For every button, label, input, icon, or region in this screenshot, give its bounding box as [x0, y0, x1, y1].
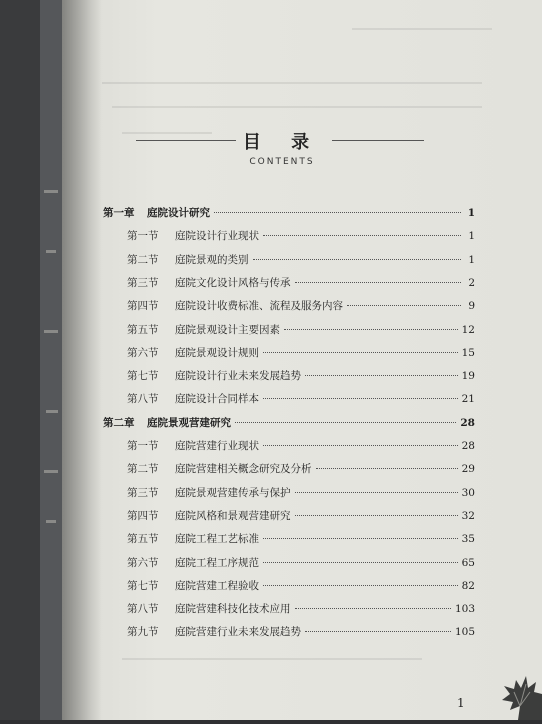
dot-leader — [263, 445, 458, 446]
toc-number: 第三节 — [127, 276, 159, 289]
toc-section-row — [127, 531, 475, 547]
show-through-text — [122, 658, 422, 660]
adjacent-page-edge — [0, 0, 62, 720]
toc-page-number: 1 — [468, 230, 475, 243]
toc-title: 庭院文化设计风格与传承 — [175, 276, 291, 289]
toc-title: 庭院设计合同样本 — [175, 393, 259, 406]
toc-chapter-row — [103, 415, 475, 431]
toc-section-row — [127, 252, 475, 268]
toc-page-number: 32 — [461, 509, 475, 522]
toc-number: 第四节 — [127, 509, 159, 522]
toc-page-number: 1 — [467, 207, 475, 219]
toc-page-number: 28 — [461, 440, 475, 452]
page-number: 1 — [457, 696, 465, 710]
toc-number: 第一章 — [103, 207, 135, 219]
show-through-text — [112, 106, 482, 108]
toc-section-row — [127, 438, 475, 454]
toc-title: 庭院设计研究 — [147, 207, 210, 219]
toc-section-row — [127, 461, 475, 477]
page-subtitle: CONTENTS — [249, 157, 315, 167]
dot-leader — [305, 375, 458, 376]
toc-title: 庭院景观营建研究 — [147, 416, 231, 429]
toc-page-number: 12 — [461, 323, 475, 336]
gutter-shadow — [62, 0, 102, 720]
show-through-text — [102, 82, 482, 84]
toc-section-row — [127, 555, 475, 571]
dot-leader — [263, 585, 458, 586]
toc-number: 第五节 — [127, 533, 159, 546]
toc-page-number: 103 — [454, 603, 475, 616]
toc-section-row — [127, 578, 475, 594]
toc-page-number: 35 — [461, 533, 475, 546]
toc-number: 第九节 — [127, 626, 159, 639]
toc-number: 第五节 — [127, 323, 159, 336]
toc-title: 庭院风格和景观营建研究 — [175, 509, 291, 522]
toc-number: 第七节 — [127, 579, 159, 592]
toc-title: 庭院景观的类别 — [175, 253, 249, 266]
contents-page — [62, 0, 542, 720]
dot-leader — [284, 329, 458, 330]
toc-title: 庭院景观设计规则 — [175, 346, 259, 359]
toc-page-number: 65 — [461, 556, 475, 569]
heading-rule-right — [332, 140, 424, 141]
toc-section-row — [127, 345, 475, 361]
toc-number: 第七节 — [127, 370, 159, 383]
toc-title: 庭院景观营建传承与保护 — [175, 486, 291, 499]
maple-leaf-icon — [480, 662, 542, 720]
dot-leader — [305, 631, 451, 632]
toc-page-number: 82 — [461, 579, 475, 592]
dot-leader — [263, 235, 461, 236]
toc-number: 第二节 — [127, 463, 159, 476]
toc-title: 庭院景观设计主要因素 — [175, 323, 280, 336]
toc-title: 庭院营建工程验收 — [175, 579, 259, 592]
dot-leader — [295, 515, 458, 516]
toc-number: 第一节 — [127, 230, 159, 243]
dot-leader — [347, 305, 461, 306]
toc-page-number: 29 — [461, 463, 475, 476]
toc-number: 第四节 — [127, 300, 159, 313]
toc-title: 庭院营建相关概念研究及分析 — [175, 463, 312, 476]
dot-leader — [295, 492, 458, 493]
toc-section-row — [127, 298, 475, 314]
toc-chapter-row — [103, 205, 475, 221]
toc-section-row — [127, 275, 475, 291]
toc-section-row — [127, 228, 475, 244]
toc-section-row — [127, 508, 475, 524]
toc-number: 第六节 — [127, 556, 159, 569]
toc-number: 第六节 — [127, 346, 159, 359]
toc-section-row — [127, 624, 475, 640]
dot-leader — [214, 212, 461, 213]
toc-page-number: 2 — [468, 276, 475, 289]
contents-heading — [62, 128, 542, 158]
toc-page-number: 105 — [454, 626, 475, 639]
dot-leader — [263, 398, 458, 399]
toc-number: 第八节 — [127, 393, 159, 406]
toc-page-number: 19 — [461, 370, 475, 383]
dot-leader — [295, 608, 451, 609]
toc-number: 第二章 — [103, 416, 135, 429]
dot-leader — [235, 422, 456, 423]
toc-title: 庭院营建行业现状 — [175, 440, 259, 452]
toc-title: 庭院设计收费标准、流程及服务内容 — [175, 300, 343, 313]
page-title: 目 录 — [242, 132, 322, 153]
toc-number: 第八节 — [127, 603, 159, 616]
toc-page-number: 1 — [468, 253, 475, 266]
show-through-text — [352, 28, 492, 30]
toc-page-number: 21 — [461, 393, 475, 406]
toc-page-number: 30 — [461, 486, 475, 499]
dot-leader — [295, 282, 462, 283]
toc-section-row — [127, 368, 475, 384]
toc-title: 庭院营建科技化技术应用 — [175, 603, 291, 616]
toc-number: 第三节 — [127, 486, 159, 499]
dot-leader — [253, 259, 462, 260]
toc-page-number: 9 — [468, 300, 475, 313]
toc-section-row — [127, 601, 475, 617]
toc-section-row — [127, 322, 475, 338]
toc-title: 庭院设计行业现状 — [175, 230, 259, 243]
dot-leader — [263, 352, 458, 353]
toc-title: 庭院工程工序规范 — [175, 556, 259, 569]
toc-section-row — [127, 485, 475, 501]
toc-page-number: 28 — [460, 416, 475, 429]
toc-page-number: 15 — [461, 346, 475, 359]
toc-number: 第二节 — [127, 253, 159, 266]
toc-title: 庭院设计行业未来发展趋势 — [175, 370, 301, 383]
heading-rule-left — [136, 140, 236, 141]
dot-leader — [263, 538, 458, 539]
toc-section-row — [127, 391, 475, 407]
dot-leader — [316, 468, 458, 469]
toc-title: 庭院工程工艺标准 — [175, 533, 259, 546]
toc-number: 第一节 — [127, 440, 159, 452]
dot-leader — [263, 562, 458, 563]
toc-title: 庭院营建行业未来发展趋势 — [175, 626, 301, 639]
